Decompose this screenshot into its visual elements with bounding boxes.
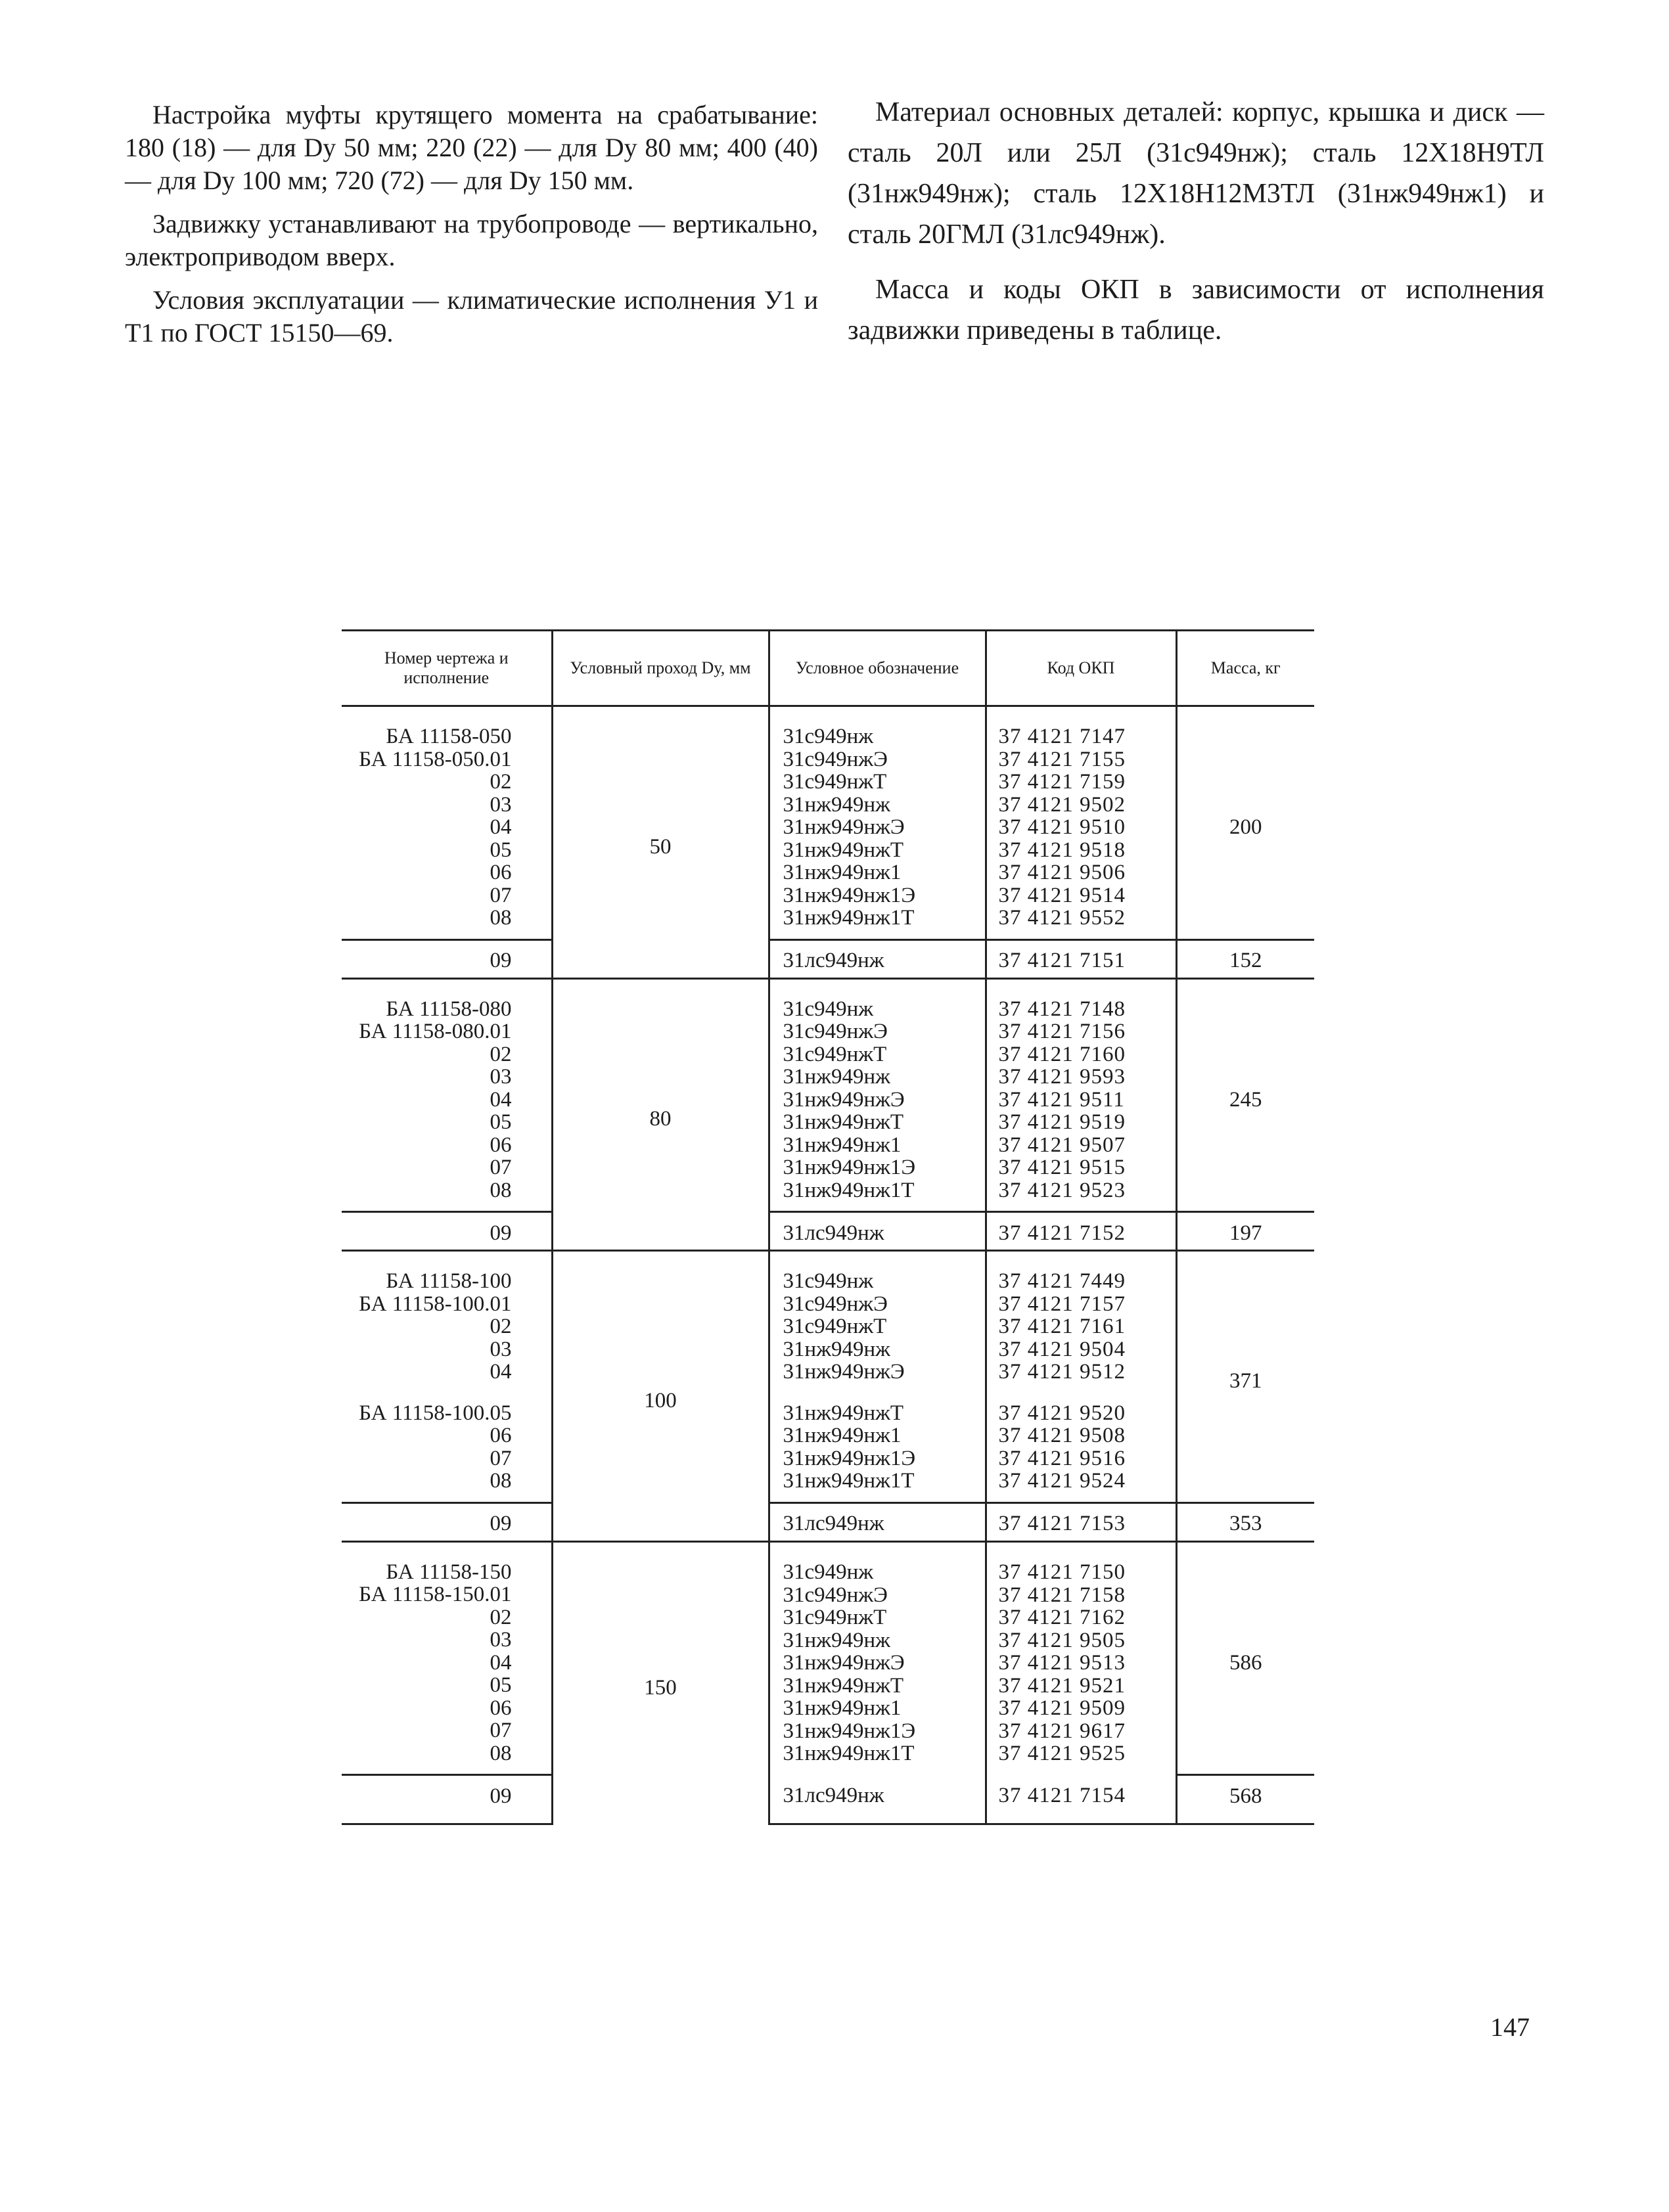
header-dn: Условный проход Dу, мм: [552, 631, 769, 706]
table-row: [342, 1775, 1314, 1824]
paragraph-mass-codes: Масса и коды ОКП в зависимости от исполнения задвижки приведены в таблице.: [848, 275, 1544, 346]
right-text-column: [848, 92, 1544, 365]
designation-list: 31с949нж 31с949нжЭ 31с949нжТ 31нж949нж 31нж949нжЭ 31нж949нжТ 31нж949нж1 31нж949нж1Э 31нж949нж1Т: [769, 706, 986, 940]
mass-value: 371: [1176, 1251, 1314, 1503]
mass-cell: 152: [1176, 939, 1314, 978]
drawing-cell: 09: [342, 1212, 552, 1251]
drawing-list: БА 11158-100.05 06 07 08: [359, 1401, 512, 1493]
drawing-cell: 09: [342, 939, 552, 978]
designation-list: 31с949нж 31с949нжЭ 31с949нжТ 31нж949нж 31нж949нжЭ 31нж949нжТ 31нж949нж1 31нж949нж1Э 31нж949нж1Т: [769, 978, 986, 1212]
valve-table: [342, 629, 1314, 1825]
dn-value: 50: [552, 706, 769, 979]
paragraph-torque-setting: Настройка муфты крутящего момента на срабатывание: 180 (18) — для Dу 50 мм; 220 (22) — для Dу 80 мм; 400 (40) — для Dу 100 мм; 720 (72) — для Dу 150 мм.: [125, 100, 818, 195]
dn-value: 80: [552, 978, 769, 1251]
okp-cell: 37 4121 7154: [986, 1775, 1176, 1824]
table-row: [342, 1393, 1314, 1503]
designation-cell: 31лс949нж: [769, 939, 986, 978]
designation-list: 31с949нж 31с949нжЭ 31с949нжТ 31нж949нж 31нж949нжЭ: [769, 1251, 986, 1393]
drawing-list: БА 11158-050 БА 11158-050.01 02 03 04 05 06 07 08: [359, 725, 512, 930]
designation-cell: 31лс949нж: [769, 1775, 986, 1824]
table-row: [342, 1251, 1314, 1393]
page-number: 147: [1490, 2012, 1530, 2042]
okp-list: 37 4121 7147 37 4121 7155 37 4121 7159 37 4121 9502 37 4121 9510 37 4121 9518 37 4121 9506 37 4121 9514 37 4121 9552: [986, 706, 1176, 940]
dn-value: 100: [552, 1251, 769, 1542]
header-okp: Код ОКП: [986, 631, 1176, 706]
okp-cell: 37 4121 7151: [986, 939, 1176, 978]
table-row: [342, 1212, 1314, 1251]
mass-cell: 568: [1176, 1775, 1314, 1824]
drawing-list: БА 11158-100 БА 11158-100.01 02 03 04: [342, 1251, 552, 1393]
okp-list: 37 4121 7150 37 4121 7158 37 4121 7162 37 4121 9505 37 4121 9513 37 4121 9521 37 4121 9509 37 4121 9617 37 4121 9525: [986, 1541, 1176, 1775]
dn-value: 150: [552, 1541, 769, 1824]
okp-cell: 37 4121 7152: [986, 1212, 1176, 1251]
designation-cell: 31лс949нж: [769, 1502, 986, 1541]
mass-cell: 197: [1176, 1212, 1314, 1251]
drawing-cell: 09: [342, 1502, 552, 1541]
designation-cell: 31лс949нж: [769, 1212, 986, 1251]
okp-cell: 37 4121 7153: [986, 1502, 1176, 1541]
table-row: [342, 706, 1314, 940]
drawing-list: БА 11158-150 БА 11158-150.01 02 03 04 05 06 07 08: [342, 1541, 552, 1775]
mass-value: 586: [1176, 1541, 1314, 1775]
table-row: [342, 1541, 1314, 1775]
table-row: [342, 978, 1314, 1212]
mass-value: 245: [1176, 978, 1314, 1212]
header-mass: Масса, кг: [1176, 631, 1314, 706]
designation-list: 31нж949нжТ 31нж949нж1 31нж949нж1Э 31нж949нж1Т: [769, 1393, 986, 1503]
mass-cell: 353: [1176, 1502, 1314, 1541]
mass-value: 200: [1176, 706, 1314, 940]
drawing-list: БА 11158-080 БА 11158-080.01 02 03 04 05 06 07 08: [342, 978, 552, 1212]
designation-list: 31с949нж 31с949нжЭ 31с949нжТ 31нж949нж 31нж949нжЭ 31нж949нжТ 31нж949нж1 31нж949нж1Э 31нж949нж1Т: [769, 1541, 986, 1775]
table-header-row: [342, 631, 1314, 706]
header-designation: Условное обозначение: [769, 631, 986, 706]
table-row: [342, 939, 1314, 978]
paragraph-installation: Задвижку устанавливают на трубопроводе — вертикально, электроприводом вверх.: [125, 209, 818, 271]
paragraph-operating-conditions: Условия эксплуатации — климатические исполнения У1 и Т1 по ГОСТ 15150—69.: [125, 285, 818, 348]
okp-list: 37 4121 7449 37 4121 7157 37 4121 7161 37 4121 9504 37 4121 9512: [986, 1251, 1176, 1393]
paragraph-materials: Материал основных деталей: корпус, крышка и диск — сталь 20Л или 25Л (31с949нж); сталь 12Х18Н9ТЛ (31нж949нж); сталь 12Х18Н12М3ТЛ (31нж949нж1) и сталь 20ГМЛ (31лс949нж).: [848, 97, 1544, 250]
table-row: [342, 1502, 1314, 1541]
header-drawing: Номер чертежа и исполнение: [342, 631, 552, 706]
left-text-column: [125, 99, 818, 360]
drawing-cell: 09: [342, 1775, 552, 1824]
okp-list: 37 4121 9520 37 4121 9508 37 4121 9516 37 4121 9524: [986, 1393, 1176, 1503]
okp-list: 37 4121 7148 37 4121 7156 37 4121 7160 37 4121 9593 37 4121 9511 37 4121 9519 37 4121 9507 37 4121 9515 37 4121 9523: [986, 978, 1176, 1212]
